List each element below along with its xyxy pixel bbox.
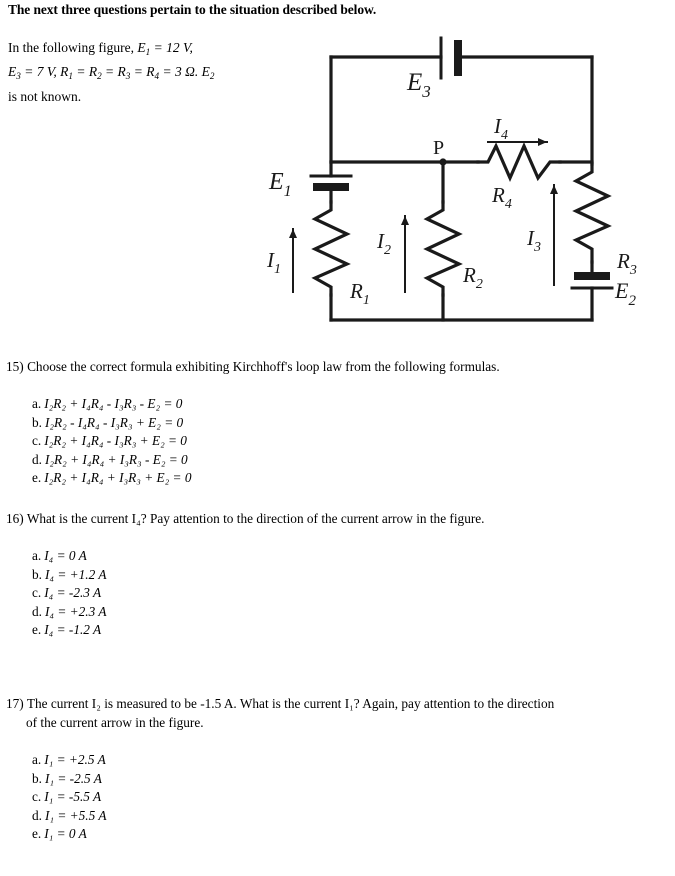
option-item[interactable]: [32, 603, 661, 622]
option-item[interactable]: [32, 432, 661, 451]
question-15-body: Choose the correct formula exhibiting Kirchhoff's loop law from the following formulas.: [27, 359, 500, 374]
option-label: a.: [32, 752, 42, 767]
arrow-i2-head: [401, 216, 409, 225]
option-formula: I₄ = -2.3 A: [44, 585, 102, 601]
option-label: d.: [32, 451, 42, 467]
option-item[interactable]: [32, 451, 661, 470]
option-label: e.: [32, 826, 42, 842]
question-17-number: 17): [6, 696, 24, 711]
circuit-svg: [255, 30, 675, 330]
intro-paragraph: [8, 38, 278, 106]
label-e3: $E_3$: [407, 69, 431, 101]
option-label: c.: [32, 585, 42, 601]
option-formula: I₂R₂ + I₄R₄ - I₃R₃ + E₂ = 0: [44, 433, 187, 449]
page-title: The next three questions pertain to the situation described below.: [8, 2, 377, 17]
question-17-text: [6, 694, 661, 732]
arrow-i4-head: [538, 138, 547, 146]
option-formula: I₄ = -1.2 A: [44, 622, 102, 638]
option-formula: I₂R₂ + I₄R₄ + I₃R₃ + E₂ = 0: [44, 470, 192, 486]
option-item[interactable]: [32, 788, 661, 807]
label-i3: $I_3$: [527, 226, 541, 255]
question-15-options: [6, 395, 661, 488]
option-label: e.: [32, 622, 42, 638]
option-formula: I₄ = +1.2 A: [44, 566, 107, 582]
option-formula: I₁ = 0 A: [44, 826, 87, 842]
question-16-body: What is the current I₄? Pay attention to the direction of the current arrow in the figure.: [26, 511, 485, 526]
option-label: e.: [32, 470, 42, 486]
resistor-r4: [478, 146, 560, 178]
option-label: b.: [32, 770, 42, 786]
resistor-r2: [427, 202, 459, 295]
option-formula: I₂R₂ + I₄R₄ - I₃R₃ - E₂ = 0: [44, 396, 183, 411]
option-label: d.: [32, 807, 42, 823]
resistor-r1: [315, 202, 347, 295]
option-item[interactable]: [32, 621, 661, 640]
option-formula: I₂R₂ - I₄R₄ - I₃R₃ + E₂ = 0: [44, 414, 184, 430]
question-16: [6, 509, 661, 640]
option-label: b.: [32, 414, 42, 430]
intro-line-1: [8, 40, 193, 55]
option-formula: I₁ = +5.5 A: [44, 807, 107, 823]
option-item[interactable]: [32, 825, 661, 844]
question-17-body: The current I₂ is measured to be -1.5 A. What is the current I₁? Again, pay attention to the direction: [26, 696, 555, 711]
question-15-number: 15): [6, 359, 24, 374]
intro-e1-symbol: $E_1 = 12$ V,: [137, 40, 193, 57]
option-item[interactable]: [32, 807, 661, 826]
label-e2: $E_2$: [615, 278, 636, 309]
arrow-i3-head: [550, 185, 558, 194]
label-i1: $I_1$: [267, 248, 281, 277]
option-label: b.: [32, 566, 42, 582]
arrow-i1-head: [289, 229, 297, 238]
option-formula: I₁ = +2.5 A: [44, 752, 106, 767]
question-17-body-cont: of the current arrow in the figure.: [26, 715, 204, 730]
option-formula: I₄ = 0 A: [44, 548, 87, 563]
label-r1: $R_1$: [350, 279, 370, 308]
intro-line-3: is not known.: [8, 88, 82, 104]
option-item[interactable]: [32, 469, 661, 488]
label-i4: $I_4$: [494, 114, 508, 143]
intro-text-prefix: In the following figure,: [8, 40, 138, 55]
option-label: c.: [32, 789, 42, 805]
question-15-text: [6, 357, 661, 376]
question-16-number: 16): [6, 511, 24, 526]
option-label: a.: [32, 548, 42, 563]
option-item[interactable]: [32, 584, 661, 603]
option-item[interactable]: [32, 414, 661, 433]
label-i2: $I_2$: [377, 229, 391, 258]
option-item[interactable]: [32, 770, 661, 789]
question-17-options: [6, 751, 661, 844]
question-16-options: [6, 547, 661, 640]
option-item[interactable]: [32, 566, 661, 585]
label-e1: $E_1$: [269, 169, 292, 200]
option-formula: I₂R₂ + I₄R₄ + I₃R₃ - E₂ = 0: [44, 451, 188, 467]
option-label: d.: [32, 603, 42, 619]
circuit-diagram: [255, 30, 675, 335]
option-item[interactable]: [32, 751, 661, 770]
question-15: [6, 357, 661, 488]
option-formula: I₁ = -2.5 A: [44, 770, 102, 786]
option-formula: I₁ = -5.5 A: [44, 789, 102, 805]
question-16-text: [6, 509, 661, 528]
label-r2: $R_2$: [463, 263, 483, 292]
label-p: P: [433, 137, 445, 159]
option-formula: I₄ = +2.3 A: [44, 603, 107, 619]
resistor-r3: [576, 164, 608, 262]
option-item[interactable]: [32, 547, 661, 566]
option-label: a.: [32, 396, 42, 411]
option-item[interactable]: [32, 395, 661, 414]
option-label: c.: [32, 433, 42, 449]
label-r4: $R_4$: [492, 183, 512, 212]
label-r3: $R_3$: [617, 249, 637, 278]
intro-line-2: $E_3 = 7$ V, $R_1 = R_2 = R_3 = R_4 = 3$ Ω. $E_2$: [8, 64, 215, 82]
question-17: [6, 694, 661, 844]
